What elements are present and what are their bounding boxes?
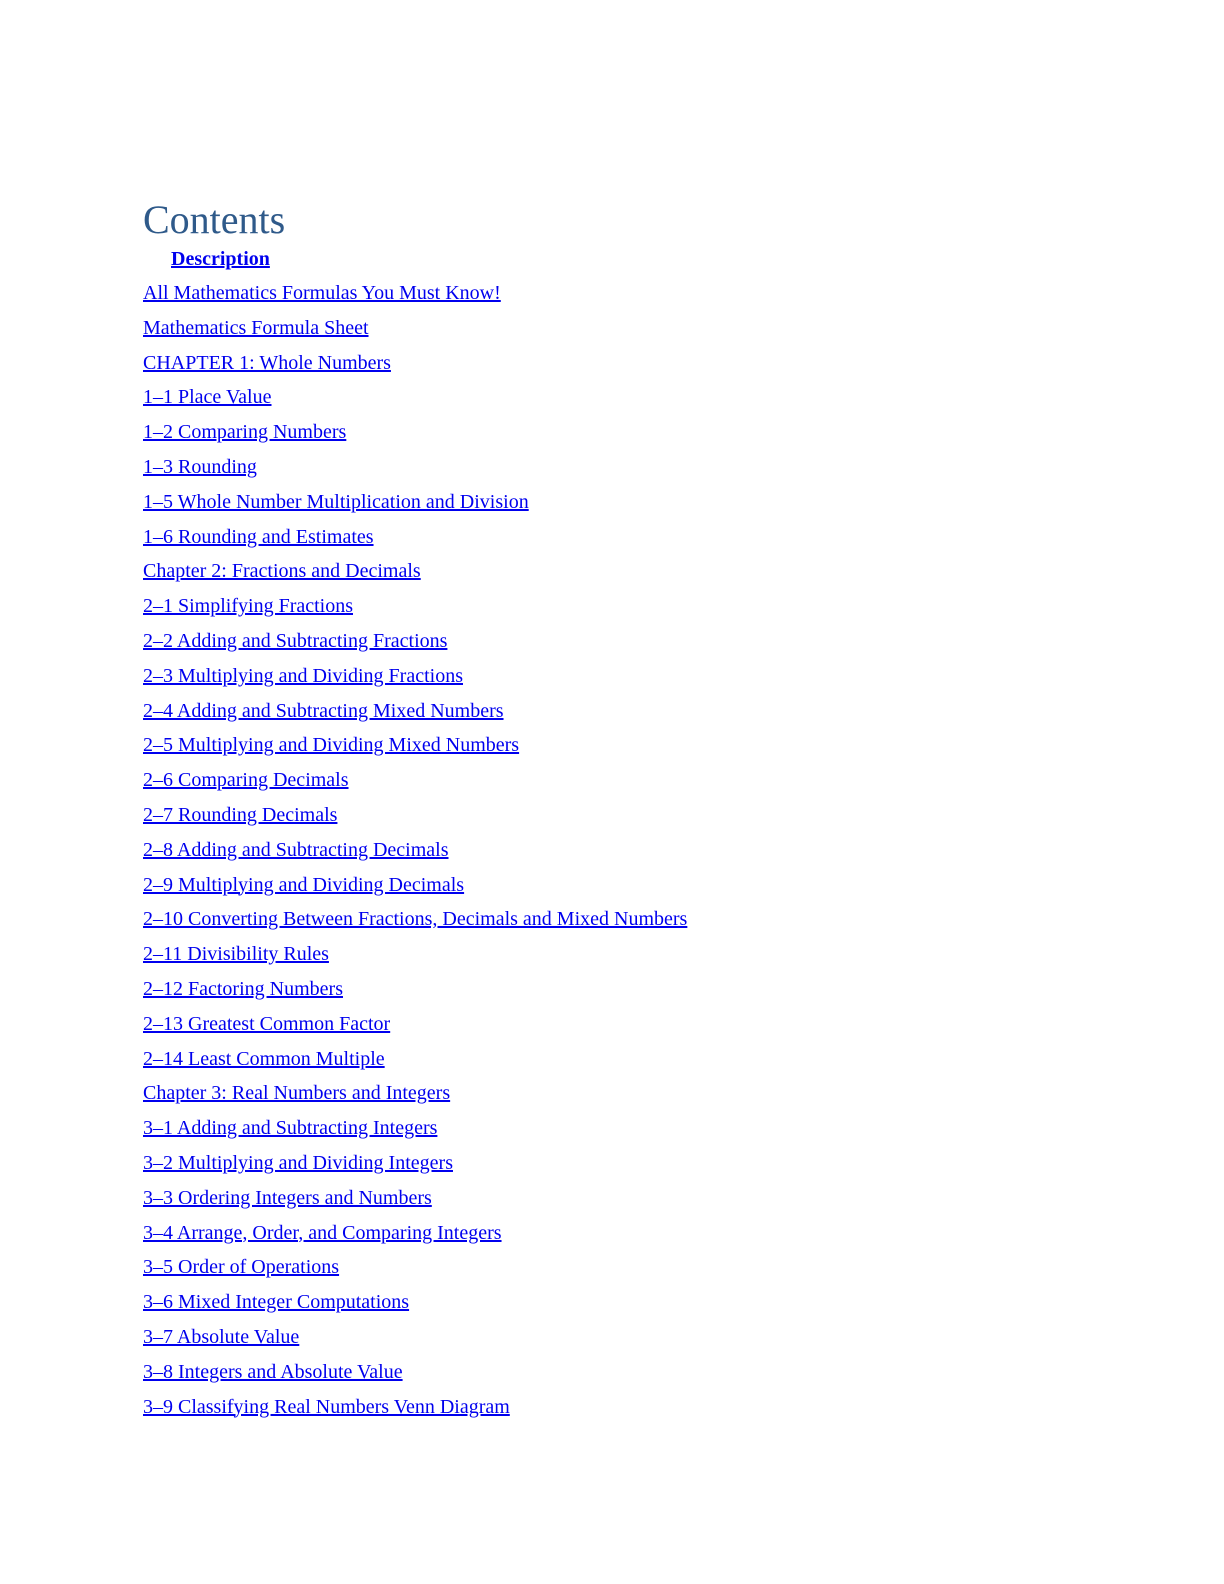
toc-link[interactable]: 2–6 Comparing Decimals: [143, 769, 349, 792]
toc-entry: [143, 663, 687, 698]
contents-heading: Contents: [143, 197, 286, 242]
toc-link[interactable]: 3–3 Ordering Integers and Numbers: [143, 1186, 432, 1209]
toc-link[interactable]: 3–6 Mixed Integer Computations: [143, 1291, 410, 1314]
toc-link[interactable]: 2–12 Factoring Numbers: [143, 977, 343, 1000]
toc-entry: [143, 524, 687, 559]
toc-link[interactable]: 1–1 Place Value: [143, 386, 272, 409]
toc-link[interactable]: 2–11 Divisibility Rules: [143, 943, 329, 966]
toc-entry: [143, 1115, 687, 1150]
toc-entry: [143, 976, 687, 1011]
toc-link[interactable]: 1–3 Rounding: [143, 455, 257, 478]
toc-link[interactable]: 2–3 Multiplying and Dividing Fractions: [143, 664, 463, 687]
toc-entry: [143, 1150, 687, 1185]
toc-entry: [143, 941, 687, 976]
toc-link[interactable]: 1–6 Rounding and Estimates: [143, 525, 374, 548]
toc-entry: [143, 1080, 687, 1115]
toc-link[interactable]: 1–5 Whole Number Multiplication and Division: [143, 490, 529, 513]
toc-link[interactable]: 2–1 Simplifying Fractions: [143, 595, 353, 618]
toc-link[interactable]: 2–5 Multiplying and Dividing Mixed Numbers: [143, 734, 520, 757]
toc-entry: [143, 315, 687, 350]
toc-entry: [143, 1185, 687, 1220]
toc-link[interactable]: 2–10 Converting Between Fractions, Decimals and Mixed Numbers: [143, 908, 688, 931]
table-of-contents: [143, 280, 687, 1428]
toc-entry: [143, 698, 687, 733]
toc-link[interactable]: 2–9 Multiplying and Dividing Decimals: [143, 873, 465, 896]
toc-link[interactable]: 3–5 Order of Operations: [143, 1256, 340, 1279]
toc-entry: [143, 350, 687, 385]
toc-entry: [143, 732, 687, 767]
toc-link[interactable]: 3–4 Arrange, Order, and Comparing Integers: [143, 1221, 502, 1244]
toc-link[interactable]: 1–2 Comparing Numbers: [143, 421, 347, 444]
toc-entry: [143, 802, 687, 837]
toc-entry: [143, 872, 687, 907]
toc-link[interactable]: 3–8 Integers and Absolute Value: [143, 1360, 403, 1383]
toc-entry: [143, 1359, 687, 1394]
toc-entry: [143, 906, 687, 941]
toc-link[interactable]: 2–7 Rounding Decimals: [143, 803, 338, 826]
toc-entry: [143, 1220, 687, 1255]
toc-link[interactable]: Chapter 3: Real Numbers and Integers: [143, 1082, 451, 1105]
toc-link[interactable]: 2–14 Least Common Multiple: [143, 1047, 385, 1070]
toc-link-description[interactable]: Description: [171, 248, 270, 270]
toc-link[interactable]: Chapter 2: Fractions and Decimals: [143, 560, 421, 583]
toc-link[interactable]: All Mathematics Formulas You Must Know!: [143, 282, 501, 304]
toc-entry: [143, 628, 687, 663]
toc-entry: [143, 1046, 687, 1081]
toc-entry: [143, 1011, 687, 1046]
toc-entry: [143, 454, 687, 489]
toc-link[interactable]: 3–2 Multiplying and Dividing Integers: [143, 1151, 453, 1174]
toc-link[interactable]: 2–8 Adding and Subtracting Decimals: [143, 838, 449, 861]
toc-entry: [143, 419, 687, 454]
toc-entry: [143, 280, 687, 315]
toc-link[interactable]: 3–1 Adding and Subtracting Integers: [143, 1117, 438, 1140]
toc-entry: [143, 1324, 687, 1359]
toc-link[interactable]: 2–13 Greatest Common Factor: [143, 1012, 391, 1035]
toc-link[interactable]: 3–7 Absolute Value: [143, 1325, 300, 1348]
toc-entry: [143, 489, 687, 524]
toc-entry: [143, 837, 687, 872]
toc-link[interactable]: 2–4 Adding and Subtracting Mixed Numbers: [143, 699, 504, 722]
toc-link[interactable]: Mathematics Formula Sheet: [143, 316, 369, 339]
toc-entry: [143, 1394, 687, 1429]
toc-link[interactable]: 2–2 Adding and Subtracting Fractions: [143, 629, 448, 652]
toc-entry: [143, 1254, 687, 1289]
toc-link[interactable]: 3–9 Classifying Real Numbers Venn Diagram: [143, 1395, 510, 1418]
toc-entry: [143, 384, 687, 419]
toc-link[interactable]: CHAPTER 1: Whole Numbers: [143, 351, 391, 374]
toc-entry: [143, 593, 687, 628]
toc-entry: [143, 767, 687, 802]
toc-entry: [143, 1289, 687, 1324]
toc-entry: [143, 558, 687, 593]
